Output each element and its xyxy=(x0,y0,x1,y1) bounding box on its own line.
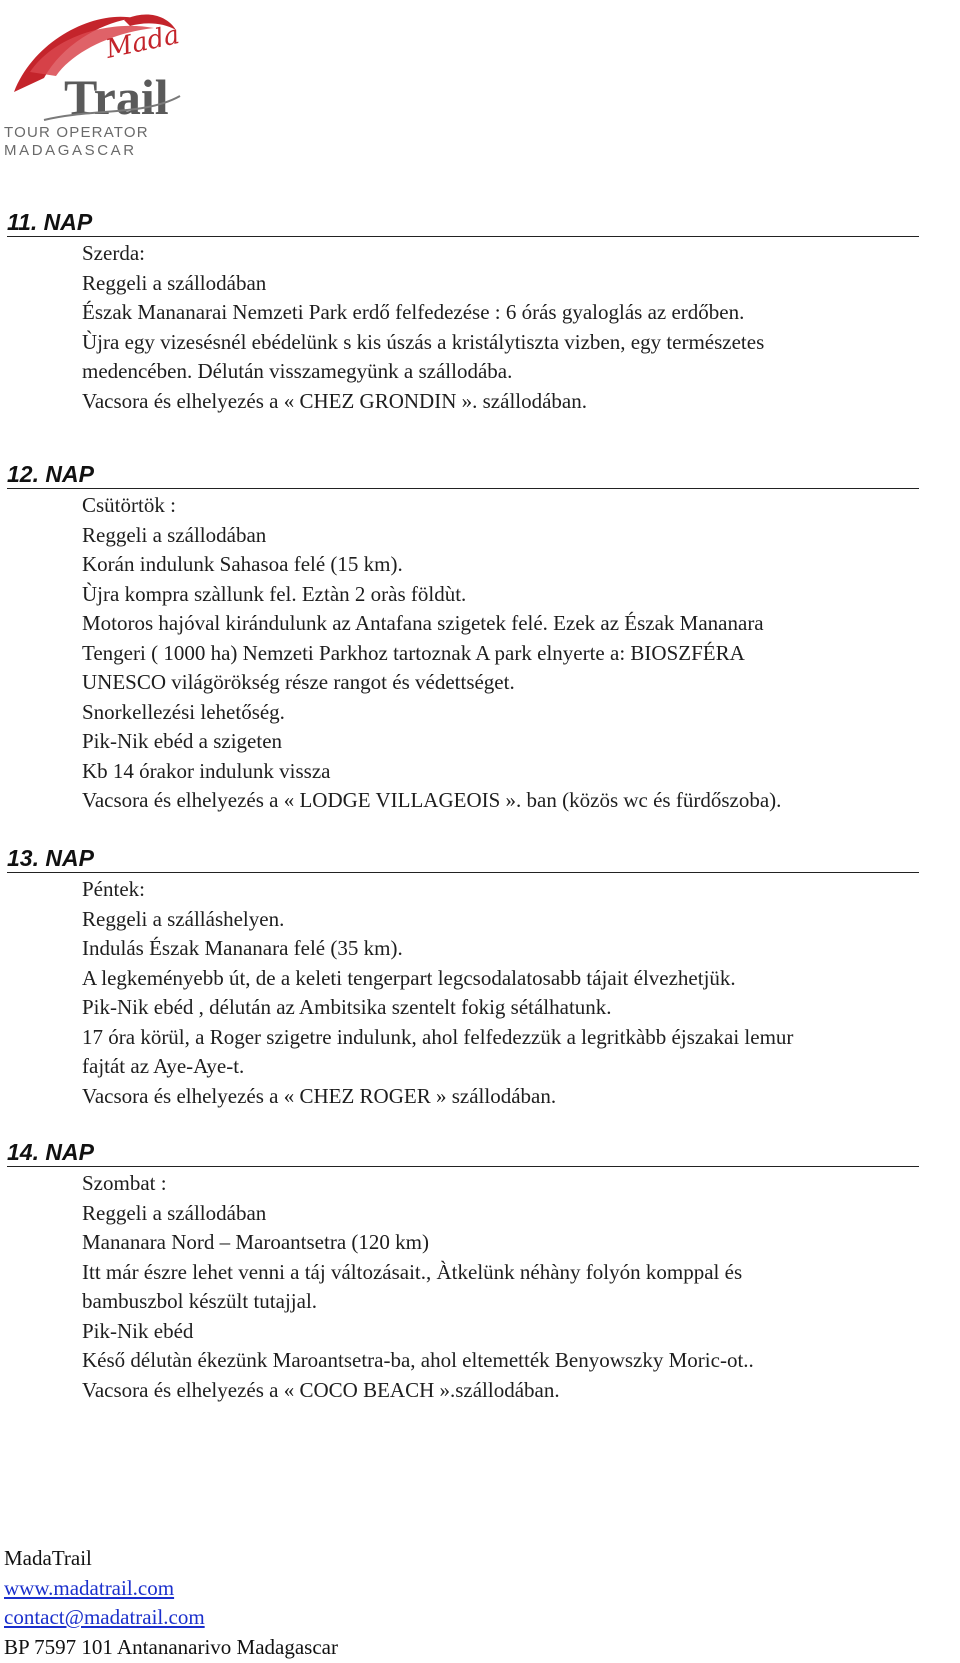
day-line: Motoros hajóval kirándulunk az Antafana szigetek felé. Ezek az Észak Mananara xyxy=(82,611,764,635)
day-line: 17 óra körül, a Roger szigetre indulunk, ahol felfedezzük a legritkàbb éjszakai lemur xyxy=(82,1024,794,1049)
footer-contact xyxy=(4,1544,338,1662)
day-line: A legkeményebb út, de a keleti tengerpart legcsodalatosabb tájait élvezhetjük. xyxy=(82,965,736,990)
day-heading: 14. NAP xyxy=(7,1139,919,1167)
day-line: Korán indulunk Sahasoa felé (15 km). xyxy=(82,552,403,576)
day-line: Mananara Nord – Maroantsetra (120 km) xyxy=(82,1230,429,1254)
day-details xyxy=(82,491,919,816)
day-line: Reggeli a szállodában xyxy=(82,522,267,547)
day-section-14 xyxy=(7,1139,919,1405)
day-heading: 11. NAP xyxy=(7,209,919,237)
day-line: bambuszbol készült tutajjal. xyxy=(82,1289,318,1313)
day-line: fajtát az Aye-Aye-t. xyxy=(82,1054,245,1078)
email-link[interactable]: contact@madatrail.com xyxy=(4,1605,205,1629)
day-line: Vacsora és elhelyezés a « CHEZ GRONDIN ». szállodában. xyxy=(82,388,588,413)
day-line: medencében. Délután visszamegyünk a szállodába. xyxy=(82,359,513,383)
day-line: Észak Mananarai Nemzeti Park erdő felfedezése : 6 órás gyaloglás az erdőben. xyxy=(82,300,745,324)
day-line: Indulás Észak Mananara felé (35 km). xyxy=(82,936,403,960)
day-line: Snorkellezési lehetőség. xyxy=(82,699,285,724)
day-line: Csütörtök : xyxy=(82,493,176,517)
logo-tagline: TOUR OPERATOR xyxy=(4,124,149,141)
day-line: Reggeli a szállodában xyxy=(82,1200,267,1225)
day-section-11 xyxy=(7,209,919,416)
logo-graphic xyxy=(4,0,188,124)
website-link[interactable]: www.madatrail.com xyxy=(4,1575,175,1600)
day-heading: 13. NAP xyxy=(7,845,919,873)
day-line: Tengeri ( 1000 ha) Nemzeti Parkhoz tartoznak A park elnyerte a: BIOSZFÉRA xyxy=(82,640,745,665)
day-section-13 xyxy=(7,845,919,1111)
footer-address: BP 7597 101 Antananarivo Madagascar xyxy=(4,1634,338,1659)
svg-text:Mada: Mada xyxy=(103,20,183,65)
day-line: Pik-Nik ebéd a szigeten xyxy=(82,729,283,753)
day-details xyxy=(82,875,919,1111)
day-line: Pik-Nik ebéd , délután az Ambitsika szentelt fokig sétálhatunk. xyxy=(82,995,612,1019)
day-line: Kb 14 órakor indulunk vissza xyxy=(82,758,331,783)
day-line: Késő délutàn ékezünk Maroantsetra-ba, ahol eltemették Benyowszky Moric-ot.. xyxy=(82,1348,754,1372)
day-line: Szerda: xyxy=(82,241,145,265)
day-details xyxy=(82,239,919,416)
day-line: UNESCO világörökség része rangot és védettséget. xyxy=(82,670,515,694)
day-line: Reggeli a szállodában xyxy=(82,270,267,295)
day-section-12 xyxy=(7,461,919,816)
logo-country: MADAGASCAR xyxy=(4,142,137,159)
day-details xyxy=(82,1169,919,1405)
day-line: Ùjra kompra szàllunk fel. Eztàn 2 oràs földùt. xyxy=(82,581,467,606)
day-line: Vacsora és elhelyezés a « CHEZ ROGER » szállodában. xyxy=(82,1083,557,1108)
day-line: Pik-Nik ebéd xyxy=(82,1318,194,1343)
day-line: Vacsora és elhelyezés a « COCO BEACH ».szállodában. xyxy=(82,1377,560,1402)
day-heading: 12. NAP xyxy=(7,461,919,489)
svg-text:Trail: Trail xyxy=(64,69,169,124)
day-line: Szombat : xyxy=(82,1171,167,1195)
day-line: Péntek: xyxy=(82,877,145,901)
day-line: Ùjra egy vizesésnél ebédelünk s kis úszás a kristálytiszta vizben, egy természetes xyxy=(82,329,765,354)
day-line: Vacsora és elhelyezés a « LODGE VILLAGEOIS ». ban (közös wc és fürdőszoba). xyxy=(82,788,782,812)
footer-company: MadaTrail xyxy=(4,1546,92,1570)
day-line: Reggeli a szálláshelyen. xyxy=(82,906,285,931)
day-line: Itt már észre lehet venni a táj változásait., Àtkelünk néhàny folyón komppal és xyxy=(82,1259,743,1284)
